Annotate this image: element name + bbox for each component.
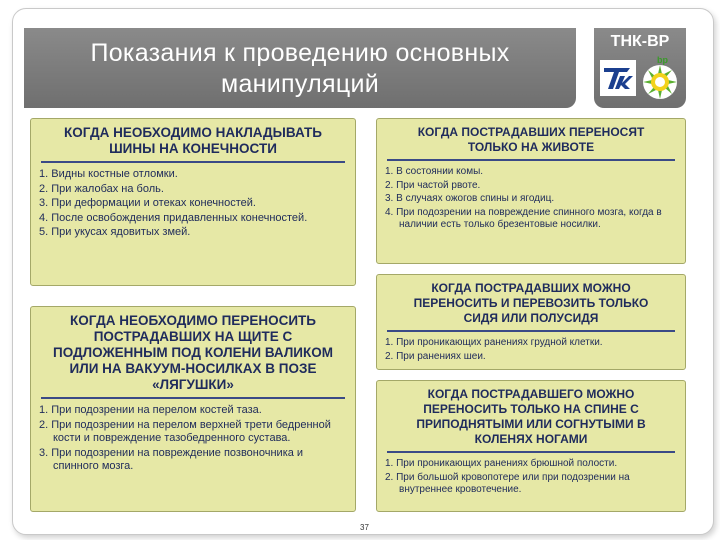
list-item: 1. При подозрении на перелом костей таза. <box>39 404 262 416</box>
list-item: 1. В состоянии комы. <box>385 166 484 177</box>
panel-stomach <box>376 118 686 264</box>
panel-back-title: КОГДА ПОСТРАДАВШЕГО МОЖНО ПЕРЕНОСИТЬ ТОЛЬКО НА СПИНЕ С ПРИПОДНЯТЫМИ ИЛИ СОГНУТЫМИ В КОЛЕНЯХ НОГАМИ <box>416 387 646 446</box>
panel-shield <box>30 306 356 512</box>
panel-shield-list <box>39 404 347 474</box>
list-item: 1. При проникающих ранениях брюшной полости. <box>385 458 618 469</box>
panel-splints-title: КОГДА НЕОБХОДИМО НАКЛАДЫВАТЬ ШИНЫ НА КОНЕЧНОСТИ <box>64 125 322 156</box>
panel-sitting <box>376 274 686 370</box>
list-item: 2. При большой кровопотере или при подозрении на внутреннее кровотечение. <box>385 471 630 495</box>
list-item: 2. При ранениях шеи. <box>385 350 486 362</box>
panel-sitting-list <box>385 337 677 363</box>
panel-splints-list <box>39 168 347 240</box>
list-item: 3. В случаях ожогов спины и ягодиц. <box>385 193 555 204</box>
panel-stomach-title: КОГДА ПОСТРАДАВШИХ ПЕРЕНОСЯТ ТОЛЬКО НА ЖИВОТЕ <box>417 125 645 154</box>
panel-back <box>376 380 686 512</box>
list-item: 5. При укусах ядовитых змей. <box>39 226 191 238</box>
list-item: 1. При проникающих ранениях грудной клетки. <box>385 337 603 348</box>
slide-title: Показания к проведению основных манипуляций <box>90 39 510 98</box>
panel-stomach-list <box>385 166 677 232</box>
list-item: 4. После освобождения придавленных конечностей. <box>39 211 308 224</box>
panel-divider <box>387 159 675 161</box>
list-item: 3. При подозрении на повреждение позвоночника и спинного мозга. <box>39 446 304 472</box>
panel-divider <box>387 451 675 453</box>
panel-sitting-title: КОГДА ПОСТРАДАВШИХ МОЖНО ПЕРЕНОСИТЬ И ПЕРЕВОЗИТЬ ТОЛЬКО СИДЯ ИЛИ ПОЛУСИДЯ <box>413 281 649 325</box>
panel-divider <box>387 330 675 332</box>
company-logo <box>594 28 686 108</box>
title-bar <box>24 28 576 108</box>
logo-brand-text: ТНК-ВР <box>610 33 670 50</box>
list-item: 3. При деформации и отеках конечностей. <box>39 197 256 209</box>
list-item: 4. При подозрении на повреждение спинного мозга, когда в наличии есть только брезентовые носилки. <box>385 206 662 230</box>
list-item: 2. При жалобах на боль. <box>39 182 164 195</box>
panel-divider <box>41 161 345 163</box>
list-item: 2. При частой рвоте. <box>385 179 481 191</box>
list-item: 1. Видны костные отломки. <box>39 168 178 180</box>
panel-divider <box>41 397 345 399</box>
panel-shield-title: КОГДА НЕОБХОДИМО ПЕРЕНОСИТЬ ПОСТРАДАВШИХ НА ЩИТЕ С ПОДЛОЖЕННЫМ ПОД КОЛЕНИ ВАЛИКОМ ИЛИ НА ВАКУУМ-НОСИЛКАХ В ПОЗЕ «ЛЯГУШКИ» <box>53 313 333 392</box>
bp-label: bp <box>657 55 668 65</box>
page-number: 37 <box>360 523 369 532</box>
tnk-logo-icon <box>600 60 636 96</box>
list-item: 2. При подозрении на перелом верхней трети бедренной кости и повреждение тазобедренного сустава. <box>39 418 331 444</box>
bp-helios-icon <box>642 64 678 100</box>
panel-back-list <box>385 458 677 497</box>
panel-splints <box>30 118 356 286</box>
